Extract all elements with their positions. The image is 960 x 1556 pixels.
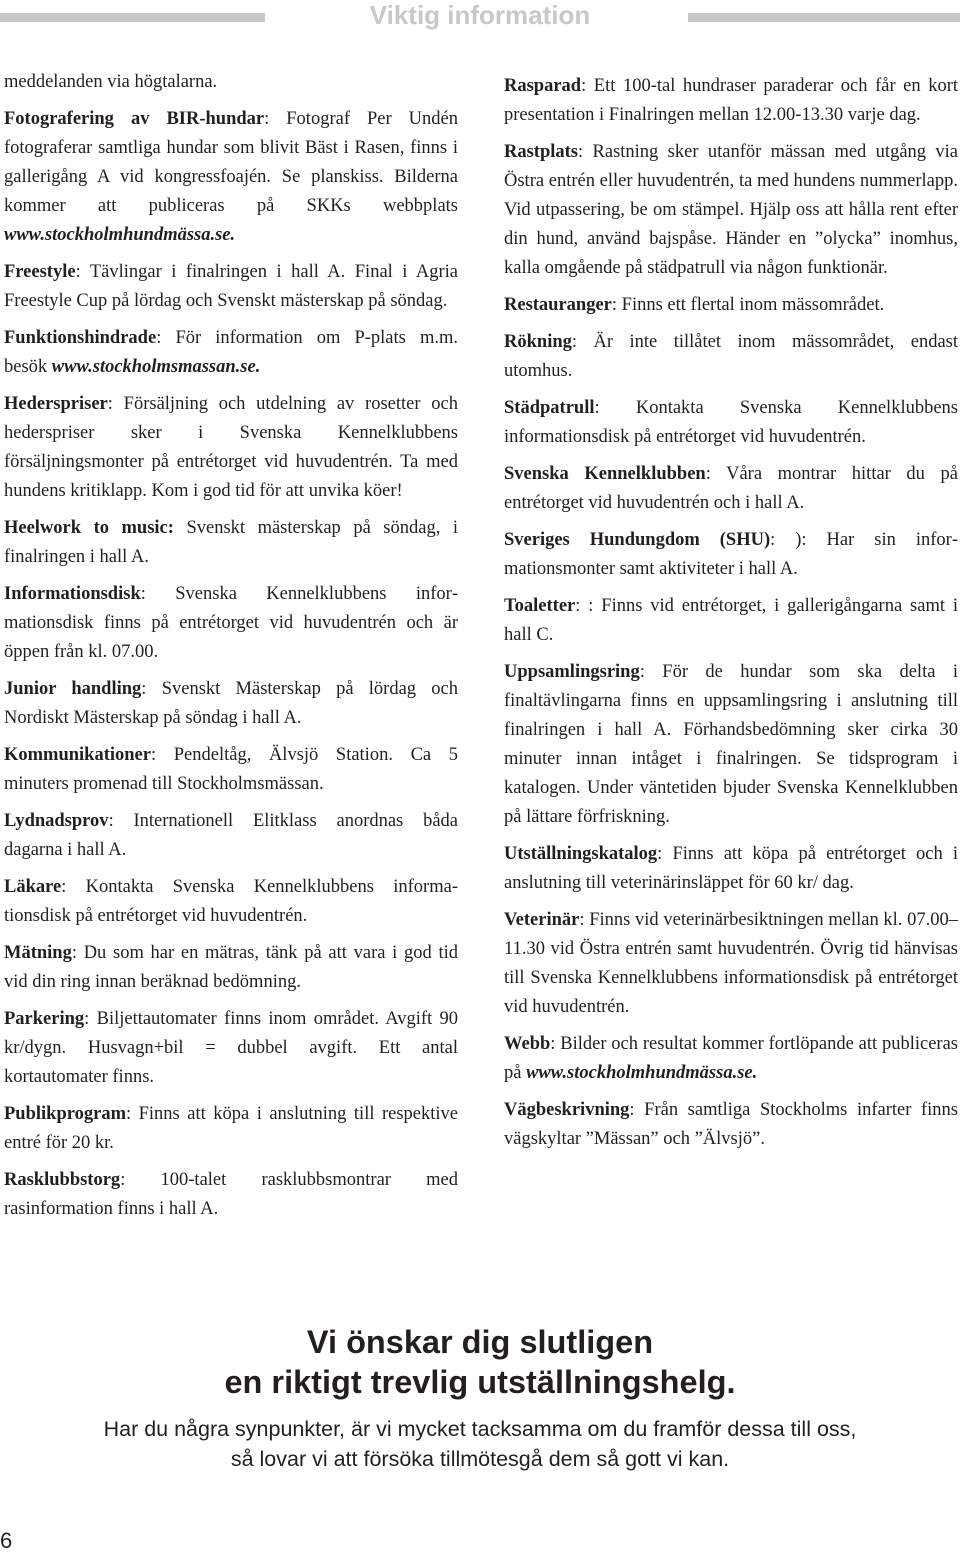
entry-text: : Är inte tillåtet inom mässområdet, endast utomhus. [504,332,958,381]
entry-text: : Svenska Kennelklubbens informationsdisk finns på entrétorget vid huvudentrén och är öppen från kl. 07.00. [4,584,458,662]
entry-term: Freestyle [4,262,76,282]
entry-term: Informationsdisk [4,584,141,604]
entry-text: : Pendeltåg, Älvsjö Station. Ca 5 minuters promenad till Stockholmsmässan. [4,745,458,794]
info-entry [4,873,458,931]
entry-term: Uppsamlingsring [504,662,640,682]
entry-term: Publikprogram [4,1104,126,1124]
info-entry [504,138,958,283]
entry-text: : Du som har en mätras, tänk på att vara i god tid vid din ring innan beräknad bedömning. [4,943,458,992]
entry-text: Svenskt mästerskap på söndag, i finalringen i hall A. [4,518,458,567]
closing-text-line-2: så lovar vi att försöka tillmötesgå dem så gott vi kan. [230,1447,730,1471]
entry-text: : Finns vid veterinärbesiktningen mellan kl. 07.00–11.30 vid Östra entrén samt huvudentrén. Övrig tid hänvisas till Svenska Kennelklubbens informationsdisk på entrétorget vid huvudentrén. [504,910,958,1017]
entry-text-end: . [230,225,236,245]
entry-term: Fotografering av BIR-hundar [4,109,265,129]
info-entry [4,514,458,572]
info-entry [4,258,458,316]
info-entry [504,658,958,832]
entry-term: Hederspriser [4,394,108,414]
right-column [504,72,958,1162]
info-entry [504,291,958,320]
entry-term: Vägbeskrivning [504,1100,630,1120]
info-entry [504,840,958,898]
entry-term: Webb [504,1034,551,1054]
info-entry [4,1166,458,1224]
entry-term: Toaletter [504,596,576,616]
closing-message [0,1322,960,1474]
entry-text: : : Finns vid entrétorget, i gallerigångarna samt i hall C. [504,596,958,645]
entry-text: : Försäljning och utdelning av rosetter och hederspriser sker i Svenska Kennelklubbens försäljningsmonter på entrétorget vid huvudentrén. Ta med hundens kritiklapp. Kom i god tid för att unvika köer! [4,394,458,501]
info-entry [504,1030,958,1088]
entry-link[interactable]: www.stockholmhundmässa.se [526,1063,753,1083]
entry-text: : Svenskt Mästerskap på lördag och Nordiskt Mästerskap på söndag i hall A. [4,679,459,728]
info-entry [4,741,458,799]
entry-term: Rasparad [504,76,582,96]
entry-term: Restauranger [504,295,612,315]
entry-text: meddelanden via högtalarna. [4,72,218,92]
info-entry [504,526,958,584]
entry-text: : För de hundar som ska delta i finaltävlingarna finns en uppsamlingsring i anslutning till finalringen i hall A. Förhandsbedömning sker cirka 30 minuter innan intåget i finalringen. Se tidsprogram i katalogen. Under väntetiden bjuder Svenska Kennelklubben på lättare förfriskning. [504,662,958,827]
page-header [0,0,960,34]
entry-term: Heelwork to music: [4,518,174,538]
entry-term: Mätning [4,943,72,963]
closing-heading-line-1: Vi önskar dig slutligen [306,1324,654,1360]
info-entry [504,460,958,518]
entry-text: : Våra montrar hittar du på entrétorget vid huvudentrén och i hall A. [504,464,958,513]
left-column [4,68,458,1232]
info-entry [4,105,458,250]
closing-text [0,1414,960,1474]
entry-term: Rasklubbstorg [4,1170,121,1190]
entry-term: Läkare [4,877,62,897]
info-entry [4,390,458,506]
closing-text-line-1: Har du några synpunkter, är vi mycket tacksamma om du framför dessa till oss, [103,1417,857,1441]
entry-text: : Rastning sker utanför mässan med utgång via Östra entrén eller huvudentrén, ta med hundens nummerlapp. Vid utpassering, be om stämpel. Hjälp oss att hålla rent efter din hund, använd bajspåse. Händer en ”olycka” inomhus, kalla omgående på städpatrull via någon funktionär. [504,142,958,278]
entry-term: Städpatrull [504,398,595,418]
entry-text: : Tävlingar i finalringen i hall A. Final i Agria Freestyle Cup på lördag och Svenskt mästerskap på söndag. [4,262,458,311]
entry-text: : Ett 100-tal hundraser paraderar och får en kort presentation i Finalringen mellan 12.00-13.30 varje dag. [504,76,958,125]
info-entry [504,394,958,452]
entry-text: : ): Har sin informationsmonter samt aktiviteter i hall A. [504,530,958,579]
header-rule-right [688,13,960,22]
info-entry [504,1096,958,1154]
entry-term: Junior handling [4,679,142,699]
entry-text: : Internationell Elitklass anordnas båda dagarna i hall A. [4,811,458,860]
info-entry [4,807,458,865]
entry-term: Svenska Kennelklubben [504,464,706,484]
entry-text-end: . [255,357,261,377]
entry-term: Parkering [4,1009,85,1029]
info-entry [4,939,458,997]
info-entry [4,675,458,733]
info-entry [4,580,458,667]
entry-term: Funktionshindrade [4,328,157,348]
entry-text: : För information om P-plats m.m. besök [4,328,458,377]
entry-text: : Finns ett flertal inom mässområdet. [611,295,885,315]
info-entry [504,592,958,650]
page-number: 6 [0,1528,13,1553]
info-entry [504,328,958,386]
info-entry [4,1005,458,1092]
entry-term: Lydnadsprov [4,811,109,831]
entry-term: Sveriges Hundungdom (SHU) [504,530,771,550]
section-title: Viktig information [369,0,591,30]
info-entry [4,68,458,97]
info-entry [504,906,958,1022]
entry-text-end: . [752,1063,758,1083]
entry-text: : Biljettautomater finns inom området. Avgift 90 kr/dygn. Husvagn+bil = dubbel avgift. Ett antal kortautomater finns. [4,1009,458,1087]
entry-link[interactable]: www.stockholmhundmässa.se [4,225,231,245]
entry-text: : Finns att köpa på entrétorget och i anslutning till veterinärinsläppet för 60 kr/ dag. [504,844,958,893]
entry-text: : Kontakta Svenska Kennelklubbens informationsdisk på entrétorget vid huvudentrén. [504,398,958,447]
info-entry [4,1100,458,1158]
entry-link[interactable]: www.stockholmsmassan.se [51,357,256,377]
entry-term: Rastplats [504,142,579,162]
entry-text: : 100-talet rasklubbsmontrar med rasinformation finns i hall A. [4,1170,458,1219]
entry-text: : Kontakta Svenska Kennelklubbens informationsdisk på entrétorget vid huvudentrén. [4,877,458,926]
closing-heading-line-2: en riktigt trevlig utställningshelg. [224,1364,736,1400]
entry-term: Kommunikationer [4,745,151,765]
entry-text: : Finns att köpa i anslutning till respektive entré för 20 kr. [4,1104,458,1153]
entry-term: Veterinär [504,910,580,930]
entry-term: Utställningskatalog [504,844,658,864]
entry-text: : Bilder och resultat kommer fortlöpande att publiceras på [504,1034,958,1083]
info-entry [4,324,458,382]
entry-term: Rökning [504,332,572,352]
info-entry [504,72,958,130]
entry-text: : Från samtliga Stockholms infarter finns vägskyltar ”Mässan” och ”Älvsjö”. [504,1100,958,1149]
entry-text: : Fotograf Per Undén fotograferar samtliga hundar som blivit Bäst i Rasen, finns i gallerigång A vid kongressfoajén. Se planskiss. Bilderna kommer att publiceras på SKKs webbplats [4,109,458,216]
